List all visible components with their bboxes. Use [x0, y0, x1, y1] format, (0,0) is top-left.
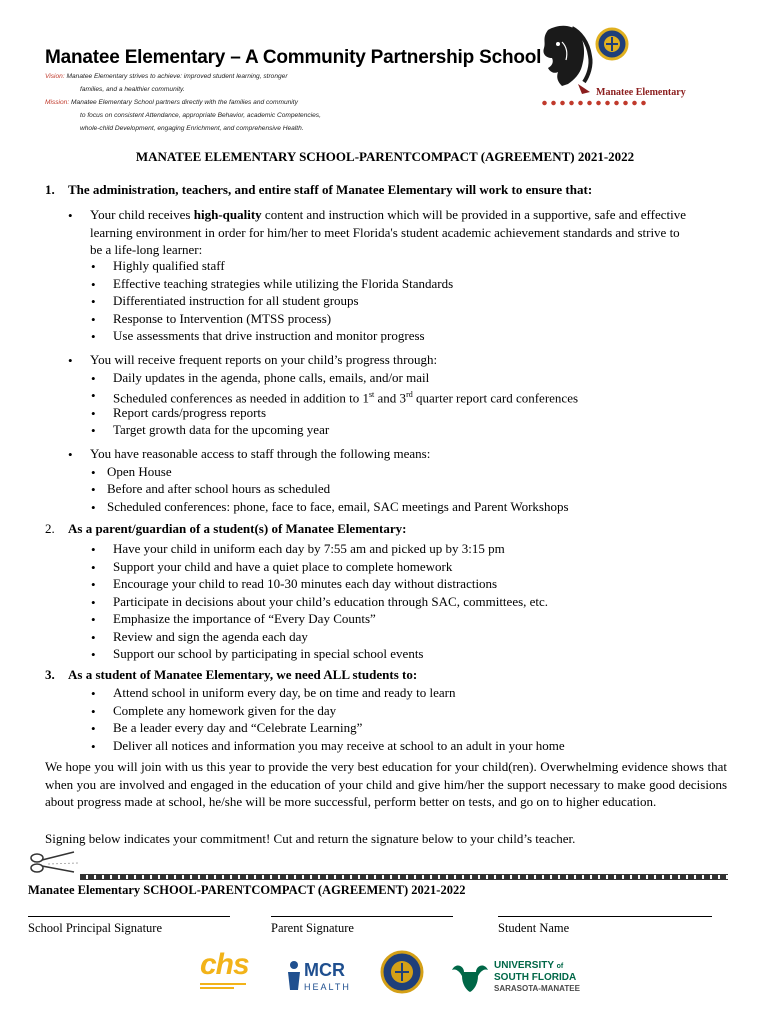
student-name-line[interactable] [498, 916, 712, 917]
section-2-title: As a parent/guardian of a student(s) of Manatee Elementary: [68, 521, 407, 536]
chs-logo-text: chs [200, 948, 249, 981]
mcr-text: MCR [304, 960, 345, 980]
list-item: Use assessments that drive instruction and monitor progress [113, 328, 425, 343]
text: quarter report card conferences [412, 390, 579, 406]
bullet-icon: • [91, 405, 96, 421]
bullet-icon: • [91, 464, 96, 480]
bullet-icon: • [91, 370, 96, 386]
text: and 3 [374, 390, 407, 406]
usf-line-1 [494, 960, 563, 971]
chs-logo [200, 950, 258, 1000]
list-item: Target growth data for the upcoming year [113, 422, 330, 437]
list-item: Emphasize the importance of “Every Day Counts” [113, 611, 376, 626]
scissors-icon [28, 850, 80, 874]
section-3-number: 3. [45, 667, 55, 682]
bullet-icon: • [91, 259, 96, 274]
text: UNIVERSITY [494, 960, 554, 971]
section-1-paragraph-3: You have reasonable access to staff through the following means: [90, 446, 431, 461]
mcr-subtext: HEALTH [304, 982, 351, 992]
mission-text-3: whole-child Development, engaging Enrichment, and comprehensive Health. [80, 125, 304, 132]
text: Scheduled conferences as needed in addition to 1 [113, 390, 369, 406]
bullet-icon: • [68, 353, 73, 368]
chs-underline [200, 983, 246, 985]
bull-icon [450, 960, 490, 994]
section-1-paragraph-1-line-2: learning environment in order for him/her to meet Florida's student academic achievement standards and strive to [90, 224, 680, 240]
signature-heading: Manatee Elementary SCHOOL-PARENTCOMPACT (AGREEMENT) 2021-2022 [28, 883, 466, 897]
superscript: st [368, 390, 375, 399]
list-item: Be a leader every day and “Celebrate Learning” [113, 720, 363, 735]
list-item: Support our school by participating in special school events [113, 646, 424, 661]
list-item: Review and sign the agenda each day [113, 628, 308, 644]
bullet-icon: • [68, 447, 73, 462]
list-item: Differentiated instruction for all student groups [113, 293, 359, 308]
mission-text-1: Manatee Elementary School partners directly with the families and community [71, 99, 298, 106]
page-title: Manatee Elementary – A Community Partnership School [45, 47, 542, 68]
bullet-icon: • [91, 559, 96, 575]
bullet-icon: • [91, 686, 96, 701]
list-item: Scheduled conferences: phone, face to face, email, SAC meetings and Parent Workshops [107, 498, 569, 514]
vision-line-1 [45, 73, 288, 80]
text: of [556, 963, 564, 970]
bullet-icon: • [91, 499, 96, 515]
mission-line-1 [45, 99, 298, 106]
signing-note: Signing below indicates your commitment! Cut and return the signature below to your child’s teacher. [45, 831, 576, 846]
bullet-icon: • [91, 482, 96, 497]
list-item: Response to Intervention (MTSS process) [113, 310, 332, 326]
bullet-icon: • [91, 612, 96, 627]
student-name-label: Student Name [498, 921, 570, 935]
list-item: Daily updates in the agenda, phone calls, emails, and/or mail [113, 369, 430, 385]
bullet-icon: • [91, 629, 96, 645]
mission-label: Mission: [45, 99, 70, 106]
list-item: Before and after school hours as scheduled [107, 481, 331, 496]
list-item: Have your child in uniform each day by 7:55 am and picked up by 3:15 pm [113, 541, 505, 556]
vision-label: Vision: [45, 73, 65, 80]
parent-signature-line[interactable] [271, 916, 453, 917]
bullet-icon: • [91, 423, 96, 438]
cut-line [80, 874, 728, 880]
bullet-icon: • [91, 294, 96, 309]
list-item: Participate in decisions about your child’s education through SAC, committees, etc. [113, 593, 549, 609]
usf-logo [450, 958, 580, 998]
usf-line-2: SOUTH FLORIDA [494, 972, 577, 983]
section-3-title: As a student of Manatee Elementary, we need ALL students to: [68, 667, 418, 682]
bullet-icon: • [91, 388, 96, 403]
bullet-icon: • [68, 208, 73, 223]
list-item: Attend school in uniform every day, be on time and ready to learn [113, 685, 456, 700]
school-logo [528, 22, 686, 110]
usf-line-3: SARASOTA-MANATEE [494, 984, 580, 993]
bullet-icon: • [91, 276, 96, 292]
mcr-health-logo [286, 958, 350, 998]
logo-dots [540, 100, 648, 106]
list-item: Highly qualified staff [113, 258, 225, 273]
section-2-number: 2. [45, 521, 55, 536]
bold-text: high-quality [193, 207, 262, 222]
parent-signature-label: Parent Signature [271, 921, 354, 935]
text: Your child receives [90, 207, 194, 222]
section-1-paragraph-1-line-3: be a life-long learner: [90, 242, 203, 257]
list-item: Deliver all notices and information you may receive at school to an adult in your home [113, 737, 565, 753]
bullet-icon: • [91, 329, 96, 344]
list-item: Encourage your child to read 10-30 minutes each day without distractions [113, 576, 498, 591]
bullet-icon: • [91, 703, 96, 719]
section-1-title: The administration, teachers, and entire staff of Manatee Elementary will work to ensure that: [68, 182, 593, 197]
bullet-icon: • [91, 577, 96, 592]
text: content and instruction which will be provided in a supportive, safe and effective [261, 207, 686, 222]
section-1-paragraph-1-line-1 [90, 206, 686, 224]
bullet-icon: • [91, 647, 96, 662]
document-heading: MANATEE ELEMENTARY SCHOOL-PARENTCOMPACT (AGREEMENT) 2021-2022 [135, 149, 635, 164]
person-icon [286, 960, 302, 992]
logo-text: Manatee Elementary [596, 87, 686, 98]
section-1-paragraph-2: You will receive frequent reports on your child’s progress through: [90, 352, 438, 367]
principal-signature-label: School Principal Signature [28, 921, 163, 935]
chs-underline [200, 987, 234, 989]
mission-text-2: to focus on consistent Attendance, appropriate Behavior, academic Competencies, [80, 112, 321, 119]
principal-signature-line[interactable] [28, 916, 230, 917]
list-item: Effective teaching strategies while utilizing the Florida Standards [113, 275, 454, 291]
list-item: Open House [107, 463, 172, 479]
bullet-icon: • [91, 311, 96, 327]
list-item: Report cards/progress reports [113, 404, 267, 420]
closing-paragraph: We hope you will join with us this year to provide the very best education for your child(ren). Overwhelming evidence shows that when you are involved and engaged in the education of your child and give him/her the support necessary to make good decisions about progress made at school, he/she will be more successful, perform better on tests, and go on to higher education. [45, 759, 727, 809]
list-item: Complete any homework given for the day [113, 702, 337, 718]
bullet-icon: • [91, 738, 96, 754]
list-item: Support your child and have a quiet place to complete homework [113, 558, 453, 574]
bullet-icon: • [91, 594, 96, 610]
vision-text-2: families, and a healthier community. [80, 86, 185, 93]
seal-icon [380, 950, 424, 994]
vision-text-1: Manatee Elementary strives to achieve: improved student learning, stronger [66, 73, 288, 80]
superscript: rd [406, 390, 413, 399]
bullet-icon: • [91, 542, 96, 557]
section-1-number: 1. [45, 182, 55, 197]
bullet-icon: • [91, 721, 96, 736]
